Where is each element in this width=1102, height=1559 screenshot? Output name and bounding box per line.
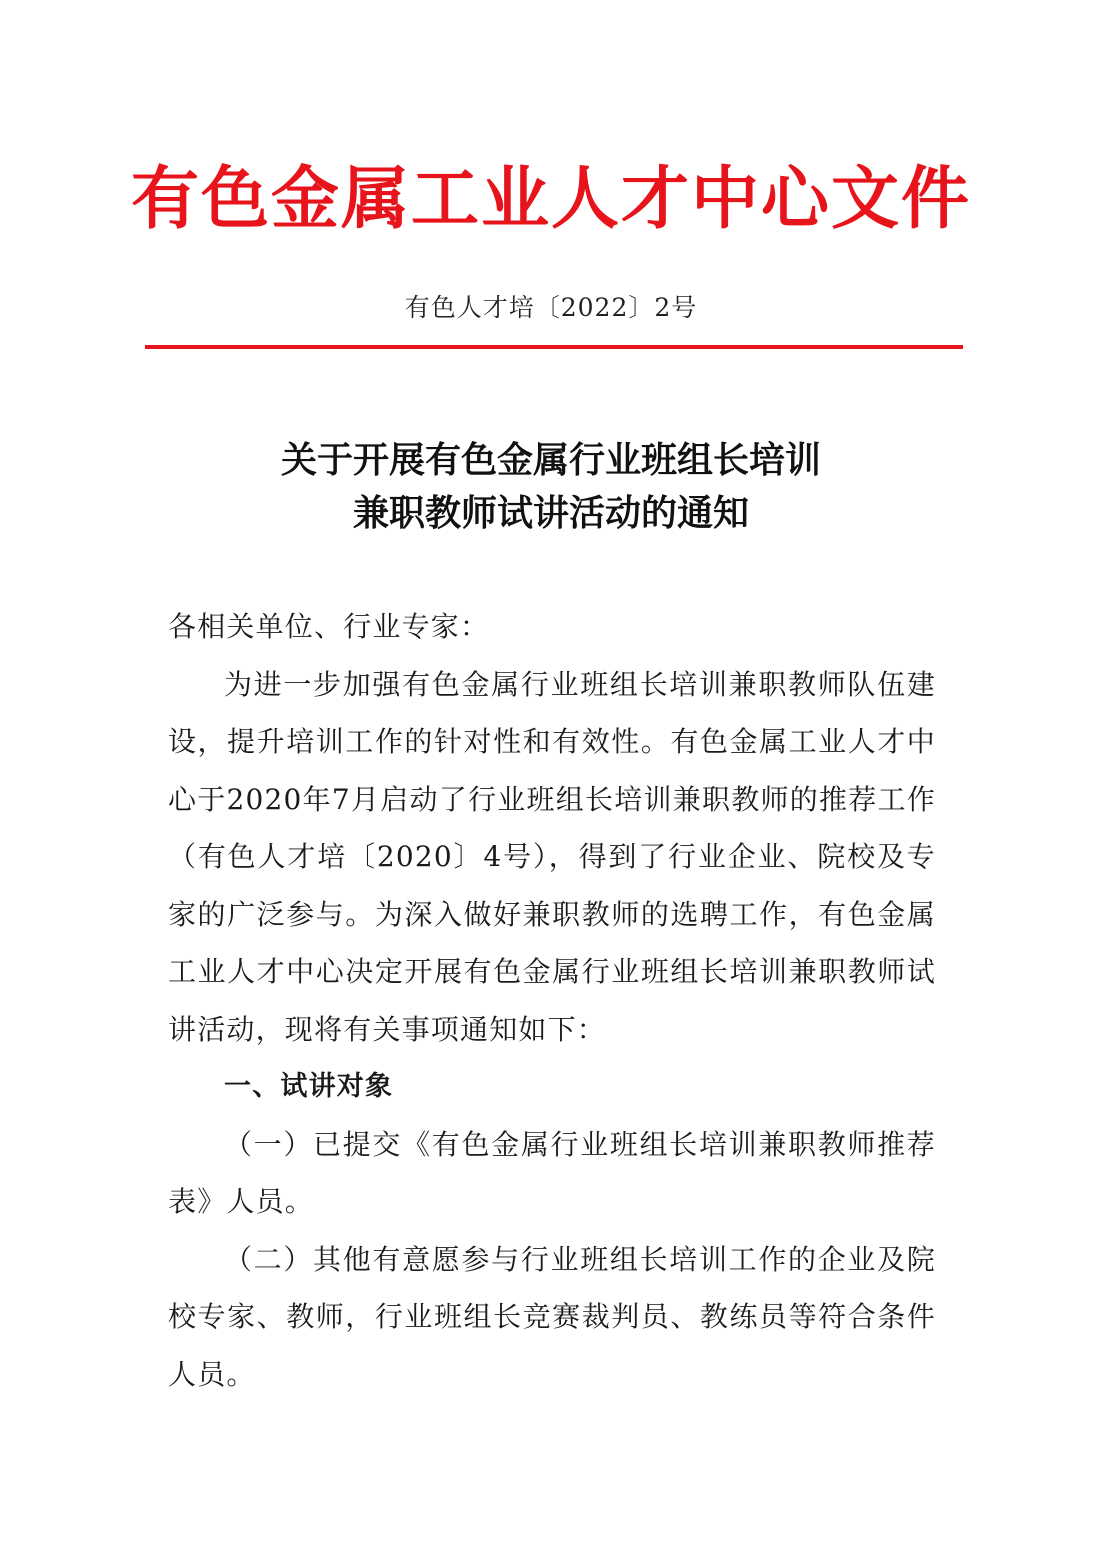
document-body <box>168 598 936 1403</box>
org-header-title: 有色金属工业人才中心文件 <box>130 160 971 239</box>
intro-paragraph: 为进一步加强有色金属行业班组长培训兼职教师队伍建设，提升培训工作的针对性和有效性。有色金属工业人才中心于2020年7月启动了行业班组长培训兼职教师的推荐工作（有色人才培〔2020〕4号），得到了行业企业、院校及专家的广泛参与。为深入做好兼职教师的选聘工作，有色金属工业人才中心决定开展有色金属行业班组长培训兼职教师试讲活动，现将有关事项通知如下： <box>168 667 936 1046</box>
document-number: 有色人才培〔2022〕2号 <box>404 293 698 322</box>
list-item: （一）已提交《有色金属行业班组长培训兼职教师推荐表》人员。 <box>168 1127 936 1218</box>
section-heading: 一、试讲对象 <box>224 1071 394 1102</box>
list-item: （二）其他有意愿参与行业班组长培训工作的企业及院校专家、教师，行业班组长竞赛裁判员、教练员等符合条件人员。 <box>168 1242 936 1391</box>
notice-title-line1: 关于开展有色金属行业班组长培训 <box>280 440 821 481</box>
red-separator-line <box>145 345 963 349</box>
notice-title-line2: 兼职教师试讲活动的通知 <box>352 493 749 534</box>
salutation: 各相关单位、行业专家： <box>168 610 490 643</box>
